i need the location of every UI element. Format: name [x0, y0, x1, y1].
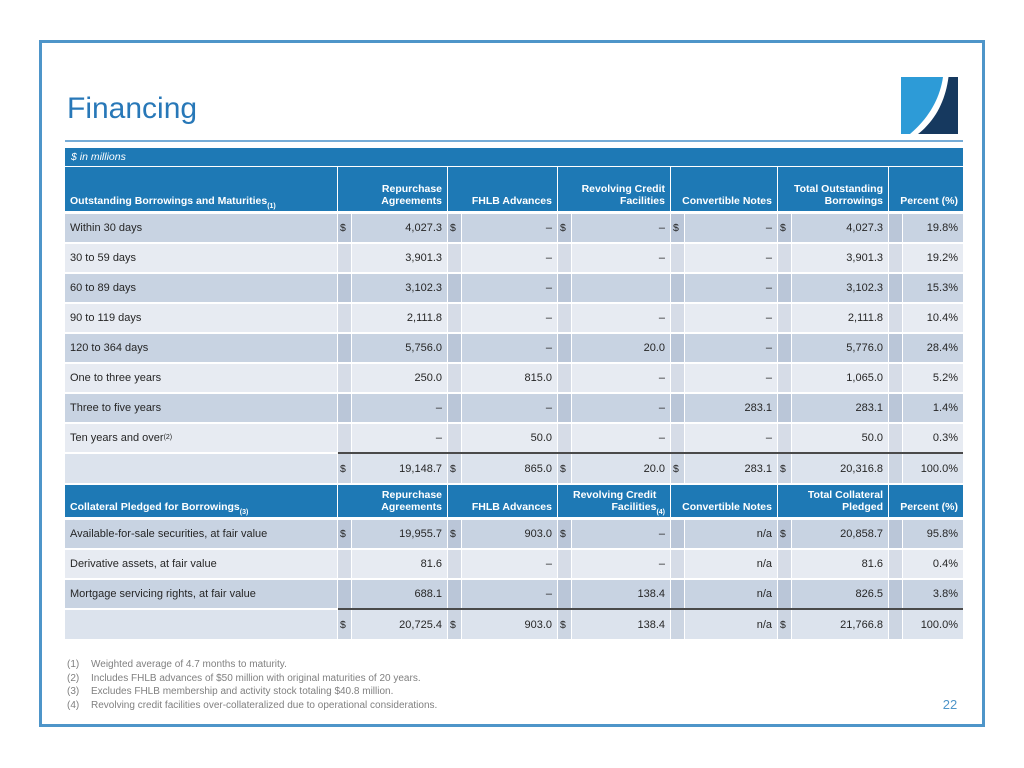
footnote-text: Includes FHLB advances of $50 million with original maturities of 20 years.	[91, 672, 421, 684]
column-header: Convertible Notes	[671, 167, 777, 211]
dollar-sign	[671, 520, 685, 548]
amount-value: –	[765, 252, 772, 264]
amount-cell	[448, 364, 557, 392]
amount-cell	[558, 364, 670, 392]
amount-value: 5,776.0	[846, 342, 883, 354]
amount-cell	[558, 520, 670, 548]
amount-value: –	[658, 402, 665, 414]
dollar-sign	[448, 580, 462, 608]
amount-value: n/a	[756, 558, 772, 570]
amount-value: 138.4	[637, 588, 665, 600]
dollar-sign	[338, 334, 352, 362]
dollar-sign	[448, 274, 462, 302]
dollar-sign	[889, 214, 903, 242]
amount-value: 21,766.8	[840, 618, 883, 631]
amount-cell	[778, 334, 888, 362]
dollar-sign	[671, 334, 685, 362]
amount-cell	[889, 520, 963, 548]
amount-cell	[889, 394, 963, 422]
amount-cell	[558, 394, 670, 422]
amount-cell	[338, 214, 447, 242]
amount-cell	[889, 580, 963, 608]
amount-value: –	[435, 432, 442, 444]
outstanding-borrowings-total-row	[65, 454, 963, 483]
column-header: Total Collateral Pledged	[778, 485, 888, 517]
amount-value: 3,901.3	[846, 252, 883, 264]
dollar-sign	[558, 580, 572, 608]
dollar-sign	[889, 304, 903, 332]
amount-cell	[889, 364, 963, 392]
amount-value: 826.5	[855, 588, 883, 600]
dollar-sign	[338, 274, 352, 302]
dollar-sign	[338, 424, 352, 452]
dollar-sign	[338, 394, 352, 422]
dollar-sign	[778, 394, 792, 422]
dollar-sign	[671, 580, 685, 608]
amount-value: –	[765, 282, 772, 294]
dollar-sign	[671, 304, 685, 332]
amount-value: 138.4	[637, 618, 665, 631]
amount-value: 28.4%	[926, 342, 958, 354]
amount-cell	[778, 214, 888, 242]
dollar-sign: $	[338, 454, 352, 483]
dollar-sign	[558, 394, 572, 422]
dollar-sign	[778, 424, 792, 452]
amount-cell	[558, 454, 670, 483]
amount-value: 2,111.8	[406, 312, 442, 324]
amount-cell	[671, 520, 777, 548]
dollar-sign: $	[448, 454, 462, 483]
amount-cell	[558, 274, 670, 302]
column-header: FHLB Advances	[448, 485, 557, 517]
dollar-sign: $	[671, 454, 685, 483]
row-label: Within 30 days	[65, 214, 337, 242]
amount-cell	[558, 580, 670, 608]
amount-cell	[558, 550, 670, 578]
row-label: Three to five years	[65, 394, 337, 422]
amount-cell	[778, 424, 888, 452]
amount-cell	[558, 610, 670, 639]
dollar-sign: $	[671, 214, 685, 242]
dollar-sign	[558, 274, 572, 302]
dollar-sign: $	[338, 520, 352, 548]
amount-cell	[778, 520, 888, 548]
amount-cell	[889, 424, 963, 452]
amount-value: 20,316.8	[840, 462, 883, 475]
table-row	[65, 580, 963, 608]
amount-cell	[558, 214, 670, 242]
dollar-sign	[338, 580, 352, 608]
amount-cell	[448, 424, 557, 452]
amount-value: 903.0	[524, 528, 552, 540]
dollar-sign	[889, 394, 903, 422]
amount-cell	[671, 214, 777, 242]
amount-cell	[778, 304, 888, 332]
dollar-sign: $	[558, 214, 572, 242]
column-header: Percent (%)	[889, 485, 963, 517]
row-label: Available-for-sale securities, at fair value	[65, 520, 337, 548]
amount-cell	[671, 244, 777, 272]
amount-value: 865.0	[524, 462, 552, 475]
amount-value: 95.8%	[926, 528, 958, 540]
amount-cell	[338, 550, 447, 578]
amount-value: –	[545, 282, 552, 294]
dollar-sign	[671, 424, 685, 452]
amount-value: 81.6	[861, 558, 883, 570]
table-row	[65, 334, 963, 362]
table-row	[65, 244, 963, 272]
dollar-sign	[889, 610, 903, 639]
dollar-sign	[448, 244, 462, 272]
dollar-sign	[448, 304, 462, 332]
amount-value: 100.0%	[920, 618, 958, 631]
amount-value: –	[658, 432, 665, 444]
amount-value: 5.2%	[932, 372, 958, 384]
amount-value: n/a	[756, 528, 772, 540]
amount-cell	[671, 304, 777, 332]
row-label	[65, 610, 337, 639]
dollar-sign	[558, 304, 572, 332]
amount-cell	[778, 364, 888, 392]
dollar-sign	[778, 580, 792, 608]
amount-value: –	[545, 402, 552, 414]
amount-cell	[671, 364, 777, 392]
amount-value: n/a	[756, 588, 772, 600]
amount-value: 50.0	[861, 432, 883, 444]
amount-value: n/a	[756, 618, 772, 631]
dollar-sign	[671, 394, 685, 422]
amount-cell	[889, 304, 963, 332]
dollar-sign	[558, 334, 572, 362]
amount-value: –	[545, 558, 552, 570]
amount-value: –	[545, 342, 552, 354]
dollar-sign: $	[558, 454, 572, 483]
footnote-item	[67, 699, 437, 713]
amount-cell	[778, 550, 888, 578]
amount-cell	[889, 454, 963, 483]
footnote-number: (2)	[67, 672, 80, 684]
amount-value: –	[658, 222, 665, 234]
amount-cell	[889, 610, 963, 639]
amount-cell	[448, 454, 557, 483]
table-row	[65, 424, 963, 452]
dollar-sign	[671, 610, 685, 639]
column-header: Revolving Credit Facilities	[558, 167, 670, 211]
amount-value: –	[765, 432, 772, 444]
table-row	[65, 550, 963, 578]
column-header: Total Outstanding Borrowings	[778, 167, 888, 211]
amount-value: 3,102.3	[405, 282, 442, 294]
amount-cell	[338, 520, 447, 548]
amount-cell	[671, 394, 777, 422]
dollar-sign	[889, 580, 903, 608]
amount-value: –	[765, 312, 772, 324]
amount-cell	[778, 610, 888, 639]
dollar-sign	[889, 274, 903, 302]
dollar-sign	[448, 364, 462, 392]
amount-value: 4,027.3	[846, 222, 883, 234]
amount-cell	[338, 334, 447, 362]
amount-cell	[448, 520, 557, 548]
amount-value: 688.1	[414, 588, 442, 600]
amount-value: 283.1	[855, 402, 883, 414]
amount-cell	[558, 334, 670, 362]
dollar-sign	[889, 550, 903, 578]
amount-cell	[338, 244, 447, 272]
amount-cell	[889, 244, 963, 272]
amount-cell	[338, 274, 447, 302]
dollar-sign	[889, 520, 903, 548]
footnote-number: (4)	[67, 699, 80, 711]
amount-value: 20,858.7	[840, 528, 883, 540]
dollar-sign	[778, 550, 792, 578]
dollar-sign: $	[448, 520, 462, 548]
amount-value: –	[765, 222, 772, 234]
amount-value: 4,027.3	[405, 222, 442, 234]
dollar-sign	[671, 364, 685, 392]
amount-value: –	[658, 558, 665, 570]
amount-value: 81.6	[420, 558, 442, 570]
amount-cell	[671, 454, 777, 483]
dollar-sign	[671, 244, 685, 272]
footnote-text: Revolving credit facilities over-collateralized due to operational considerations.	[91, 699, 438, 711]
table-row	[65, 394, 963, 422]
amount-cell	[448, 304, 557, 332]
amount-cell	[778, 394, 888, 422]
amount-value: –	[545, 252, 552, 264]
row-label: 90 to 119 days	[65, 304, 337, 332]
collateral-pledged-header-row	[65, 485, 963, 517]
table-row	[65, 364, 963, 392]
amount-cell	[558, 244, 670, 272]
amount-value: 5,756.0	[405, 342, 442, 354]
amount-value	[572, 274, 670, 302]
dollar-sign	[338, 550, 352, 578]
amount-cell	[558, 304, 670, 332]
dollar-sign	[448, 550, 462, 578]
dollar-sign	[558, 550, 572, 578]
amount-value: 3.8%	[932, 588, 958, 600]
amount-cell	[448, 580, 557, 608]
amount-cell	[448, 394, 557, 422]
amount-cell	[448, 214, 557, 242]
page-title: Financing	[67, 92, 198, 125]
dollar-sign	[778, 304, 792, 332]
table-row	[65, 520, 963, 548]
amount-cell	[671, 424, 777, 452]
dollar-sign	[448, 394, 462, 422]
amount-value: 19.8%	[926, 222, 958, 234]
dollar-sign	[338, 364, 352, 392]
amount-cell	[671, 334, 777, 362]
table-row	[65, 214, 963, 242]
dollar-sign	[778, 334, 792, 362]
amount-value: –	[435, 402, 442, 414]
footnote-number: (1)	[67, 659, 80, 670]
dollar-sign: $	[778, 454, 792, 483]
footnote-item	[67, 658, 437, 672]
dollar-sign: $	[448, 214, 462, 242]
dollar-sign: $	[778, 214, 792, 242]
footnote-text: Excludes FHLB membership and activity stock totaling $40.8 million.	[91, 686, 394, 697]
amount-cell	[338, 424, 447, 452]
column-header: Convertible Notes	[671, 485, 777, 517]
dollar-sign	[338, 304, 352, 332]
dollar-sign: $	[558, 520, 572, 548]
collateral-pledged-total-row	[65, 610, 963, 639]
row-label: 30 to 59 days	[65, 244, 337, 272]
amount-cell	[778, 244, 888, 272]
dollar-sign	[558, 244, 572, 272]
amount-cell	[338, 394, 447, 422]
amount-value: –	[545, 312, 552, 324]
amount-value: 100.0%	[920, 462, 958, 475]
footnotes	[67, 658, 437, 712]
outstanding-borrowings-header-row	[65, 167, 963, 211]
dollar-sign: $	[778, 520, 792, 548]
amount-cell	[448, 550, 557, 578]
amount-cell	[889, 274, 963, 302]
company-swoosh-logo-icon	[901, 77, 958, 134]
amount-cell	[448, 334, 557, 362]
amount-value: 0.4%	[932, 558, 958, 570]
dollar-sign: $	[778, 610, 792, 639]
amount-value: 20.0	[643, 342, 665, 354]
amount-value: 19,955.7	[399, 528, 442, 540]
amount-value: 10.4%	[926, 312, 958, 324]
row-label: 60 to 89 days	[65, 274, 337, 302]
amount-value: 0.3%	[932, 432, 958, 444]
dollar-sign: $	[338, 610, 352, 639]
column-header: Repurchase Agreements	[338, 485, 447, 517]
amount-value: 815.0	[524, 372, 552, 384]
footnote-item	[67, 672, 437, 686]
dollar-sign	[338, 244, 352, 272]
table-row	[65, 274, 963, 302]
amount-value: 20.0	[643, 462, 665, 475]
amount-cell	[889, 550, 963, 578]
row-label: Derivative assets, at fair value	[65, 550, 337, 578]
amount-value: 19.2%	[926, 252, 958, 264]
amount-cell	[889, 214, 963, 242]
amount-cell	[671, 274, 777, 302]
amount-cell	[778, 454, 888, 483]
amount-value: –	[658, 528, 665, 540]
footnote-number: (3)	[67, 686, 80, 697]
amount-value: –	[658, 312, 665, 324]
amount-cell	[338, 364, 447, 392]
amount-cell	[448, 274, 557, 302]
dollar-sign	[671, 274, 685, 302]
dollar-sign: $	[558, 610, 572, 639]
amount-cell	[338, 454, 447, 483]
amount-cell	[338, 580, 447, 608]
amount-cell	[448, 244, 557, 272]
column-header: Percent (%)	[889, 167, 963, 211]
amount-cell	[778, 274, 888, 302]
dollar-sign	[778, 274, 792, 302]
amount-value: –	[658, 372, 665, 384]
title-divider	[65, 140, 963, 142]
footnote-text: Weighted average of 4.7 months to maturity.	[91, 659, 287, 670]
amount-cell	[889, 334, 963, 362]
amount-value: –	[545, 222, 552, 234]
amount-value: 283.1	[744, 462, 772, 475]
dollar-sign	[889, 364, 903, 392]
amount-cell	[671, 580, 777, 608]
dollar-sign	[778, 364, 792, 392]
amount-value: –	[765, 372, 772, 384]
amount-value: 283.1	[744, 402, 772, 414]
amount-value: 15.3%	[926, 282, 958, 294]
row-label: One to three years	[65, 364, 337, 392]
row-label: Mortgage servicing rights, at fair value	[65, 580, 337, 608]
amount-value: 1,065.0	[846, 372, 883, 384]
dollar-sign	[889, 424, 903, 452]
dollar-sign	[889, 244, 903, 272]
amount-cell	[448, 610, 557, 639]
amount-cell	[338, 304, 447, 332]
amount-cell	[558, 424, 670, 452]
units-banner: $ in millions	[65, 148, 963, 166]
row-label: Ten years and over (2)	[65, 424, 337, 452]
amount-value: –	[658, 252, 665, 264]
amount-value: 50.0	[530, 432, 552, 444]
financing-tables	[65, 148, 963, 641]
amount-value: 3,102.3	[846, 282, 883, 294]
dollar-sign	[558, 364, 572, 392]
dollar-sign: $	[448, 610, 462, 639]
amount-value: –	[765, 342, 772, 354]
dollar-sign	[778, 244, 792, 272]
amount-value: 1.4%	[932, 402, 958, 414]
amount-cell	[778, 580, 888, 608]
row-label	[65, 454, 337, 483]
row-label: 120 to 364 days	[65, 334, 337, 362]
footnote-item	[67, 685, 437, 699]
amount-cell	[338, 610, 447, 639]
column-header: Repurchase Agreements	[338, 167, 447, 211]
table-row	[65, 304, 963, 332]
dollar-sign	[448, 334, 462, 362]
amount-value: 3,901.3	[405, 252, 442, 264]
dollar-sign	[448, 424, 462, 452]
table-title-cell: Collateral Pledged for Borrowings (3)	[65, 485, 337, 517]
page-number: 22	[942, 697, 958, 712]
column-header: Revolving Credit Facilities (4)	[558, 485, 670, 517]
amount-value: 19,148.7	[399, 462, 442, 475]
dollar-sign: $	[338, 214, 352, 242]
amount-cell	[671, 610, 777, 639]
amount-value: –	[545, 588, 552, 600]
amount-value: 20,725.4	[399, 618, 442, 631]
column-header: FHLB Advances	[448, 167, 557, 211]
dollar-sign	[558, 424, 572, 452]
amount-cell	[671, 550, 777, 578]
dollar-sign	[889, 454, 903, 483]
amount-value: 903.0	[524, 618, 552, 631]
amount-value: 250.0	[414, 372, 442, 384]
table-title-cell: Outstanding Borrowings and Maturities (1)	[65, 167, 337, 211]
dollar-sign	[671, 550, 685, 578]
amount-value: 2,111.8	[847, 312, 883, 324]
dollar-sign	[889, 334, 903, 362]
